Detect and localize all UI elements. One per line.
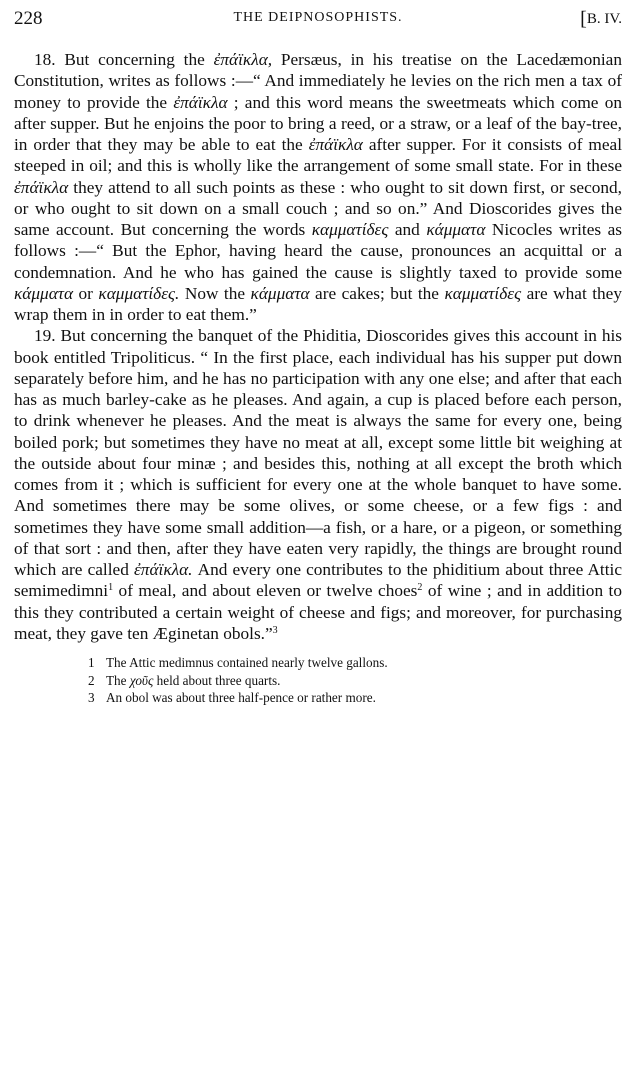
- book-page: [14, 8, 622, 707]
- text-run: after supper. For it consists of meal steeped in oil; and this is wholly like the arrangement of some small state. For in these: [14, 135, 622, 176]
- paragraph-18: [14, 49, 622, 325]
- text-run: ; and this word means the sweetmeats which come on after supper. But he enjoins the poor to bring a reed, or a straw, or a leaf of the bay-tree, in order that they may be able to eat the: [14, 92, 622, 154]
- footnote-marker: 3: [88, 690, 95, 705]
- text-run: or: [73, 283, 99, 303]
- text-run: are what they wrap them in in order to eat them.”: [14, 283, 622, 324]
- book-reference-text: B. IV.: [586, 11, 622, 27]
- footnote-3: [88, 689, 622, 707]
- footnote-ref-1[interactable]: 1: [108, 582, 114, 594]
- text-run: of wine ; and in addition to this they contributed a certain weight of cheese and figs; and moreover, for purchasing meat, they gave ten Æginetan obols.”: [14, 581, 622, 643]
- greek-word: κάμματα: [426, 220, 486, 239]
- greek-word: καμματίδες.: [98, 283, 180, 303]
- greek-word: κάμματα: [250, 283, 310, 303]
- paragraph-19: [14, 325, 622, 644]
- footnote-1: [88, 654, 622, 672]
- footnote-ref-3[interactable]: 3: [272, 624, 278, 636]
- text-run: are cakes; but the: [309, 283, 445, 303]
- text-run: Now the: [179, 283, 251, 303]
- text-run: 19. But concerning the banquet of the Phiditia, Dioscorides gives this account in his book entitled Tripoliticus. “ In the first place, each individual has his supper put down separately before him, and he has no participation with any one else; and after that each has as much barley-cake as he pleases. And again, a cup is placed before each person, to drink whenever he pleases. And the meat is always the same for every one, being boiled pork; but sometimes they have no meat at all, except some little bit weighing at the outside about four minæ ; and besides this, nothing at all except the broth which comes from it ; which is sufficient for every one at the whole banquet to have some. And sometimes there may be some olives, or some cheese, or a few figs : and sometimes they have some small addition—a fish, or a hare, or a pigeon, or something of that sort : and then, after they have eaten very rapidly, the things are brought round which are called: [14, 326, 622, 579]
- text-run: Persæus, in his treatise on the Lacedæmonian Constitution, writes as follows :—“ And immediately he levies on the rich men a tax of money to provide the: [14, 50, 622, 112]
- greek-word: ἐπάϊκλα: [14, 177, 69, 197]
- page-number: 228: [14, 8, 43, 29]
- footnote-ref-2[interactable]: 2: [417, 582, 423, 594]
- body-text: [14, 49, 622, 644]
- footnote-text: The: [106, 672, 130, 688]
- greek-word: κάμματα: [14, 283, 74, 303]
- text-run: Nicocles writes as follows :—“ But the Ephor, having heard the cause, pronounces an acquittal or a condemnation. And he who has gained the cause is slightly taxed to provide some: [14, 220, 623, 282]
- text-run: of meal, and about eleven or twelve choes: [113, 581, 418, 601]
- footnote-text: An obol was about three half-pence or rather more.: [106, 690, 376, 705]
- greek-word: ἐπάϊκλα,: [213, 50, 273, 69]
- page-header: [14, 8, 622, 34]
- greek-word: καμματίδες: [311, 220, 389, 239]
- footnote-marker: 2: [88, 672, 95, 688]
- greek-word: καμματίδες: [444, 283, 522, 303]
- text-run: they attend to all such points as these : who ought to sit down first, or second, or who ought to sit down on a small couch ; and so on.” And Dioscorides gives the same account. But concerning the words: [14, 177, 622, 239]
- book-reference: [B. IV.: [580, 8, 622, 30]
- text-run: And every one contributes to the phiditium about three Attic semimedimni: [14, 560, 622, 601]
- text-run: 18. But concerning the: [34, 50, 214, 69]
- running-title: THE DEIPNOSOPHISTS.: [233, 10, 403, 25]
- footnote-marker: 1: [88, 655, 95, 670]
- footnote-2: [88, 672, 622, 690]
- footnotes: [88, 654, 622, 707]
- greek-word: ἐπάϊκλα.: [133, 560, 193, 579]
- greek-word: ἐπάϊκλα: [173, 92, 228, 112]
- greek-word: χοῦς: [129, 672, 154, 688]
- text-run: and: [388, 220, 427, 239]
- footnote-text: The Attic medimnus contained nearly twelve gallons.: [106, 655, 388, 670]
- greek-word: ἐπάϊκλα: [308, 135, 363, 154]
- footnote-text: held about three quarts.: [153, 672, 281, 688]
